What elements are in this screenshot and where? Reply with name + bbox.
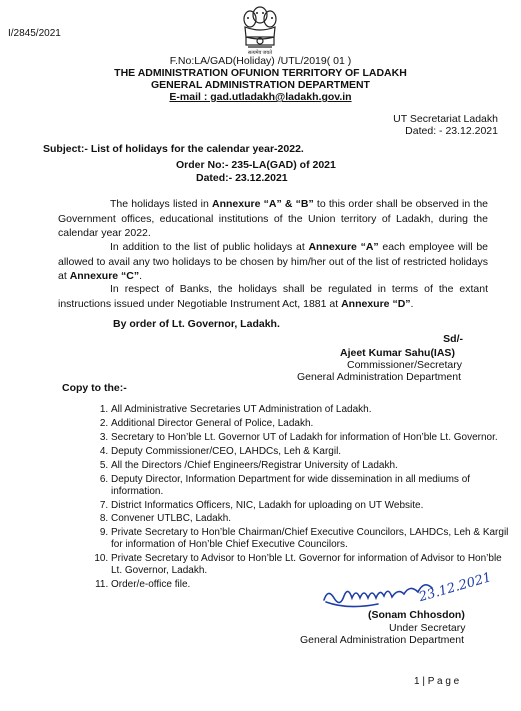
list-item: 11. Order/e-office file. [111,579,511,591]
list-item: 6. Deputy Director, Information Department for wide dissemination in all mediums of information. [111,474,511,497]
signed-mark: Sd/- [443,333,463,345]
copy-to-list [85,404,511,593]
list-item: 10. Private Secretary to Advisor to Hon’ble Lt. Governor for information of Advisor to Hon’ble Lt. Governor, Ladakh. [111,553,511,576]
svg-text:सत्यमेव जयते: सत्यमेव जयते [247,51,273,56]
paragraph-1: The holidays listed in Annexure “A” & “B” to this order shall be observed in the Government offices, educational institutions of the Union territory of Ladakh, during the calendar year 2022. [58,198,488,239]
paragraph-3: In respect of Banks, the holidays shall be regulated in terms of the extant instructions issued under Negotiable Instrument Act, 1881 at Annexure “D”. [58,283,488,310]
department-heading: GENERAL ADMINISTRATION DEPARTMENT [151,79,370,91]
list-item: 3. Secretary to Hon’ble Lt. Governor UT of Ladakh for information of Hon’ble Lt. Governor. [111,432,511,444]
by-order-line: By order of Lt. Governor, Ladakh. [113,318,280,330]
reference-number: I/2845/2021 [8,28,61,39]
list-item: 4. Deputy Commissioner/CEO, LAHDCs, Leh & Kargil. [111,446,511,458]
signatory-department: General Administration Department [297,371,461,383]
under-secretary-title: Under Secretary [389,622,466,634]
file-number: F.No:LA/GAD(Holiday) /UTL/2019( 01 ) [169,55,352,67]
order-date: Dated:- 23.12.2021 [196,172,288,184]
subject-line: Subject:- List of holidays for the calendar year-2022. [43,143,304,155]
list-item: 7. District Informatics Officers, NIC, Ladakh for uploading on UT Website. [111,500,511,512]
handwritten-date: 23.12.2021 [417,570,494,606]
list-item: 5. All the Directors /Chief Engineers/Registrar University of Ladakh. [111,460,511,472]
administration-heading: THE ADMINISTRATION OFUNION TERRITORY OF LADAKH [114,67,407,79]
copy-to-label: Copy to the:- [62,382,127,394]
signatory-title: Commissioner/Secretary [347,359,462,371]
paragraph-2: In addition to the list of public holidays at Annexure “A” each employee will be allowed to avail any two holidays to be chosen by him/her out of the list of restricted holidays at Annexure “C”. [58,241,489,282]
email-line: E-mail : gad.utladakh@ladakh.gov.in [169,91,352,103]
under-secretary-department: General Administration Department [300,634,464,646]
page-number: 1 | P a g e [414,676,460,687]
national-emblem-icon [236,3,284,55]
list-item: 9. Private Secretary to Hon’ble Chairman/Chief Executive Councilors, LAHDCs, Leh & Kargil for information of Hon’ble Chief Executive Councilors. [111,527,511,550]
place-line: UT Secretariat Ladakh [393,113,498,125]
signatory-name: Ajeet Kumar Sahu(IAS) [340,347,455,359]
under-secretary-name: (Sonam Chhosdon) [368,609,465,621]
list-item: 8. Convener UTLBC, Ladakh. [111,513,511,525]
date-line: Dated: - 23.12.2021 [405,125,498,137]
order-number: Order No:- 235-LA(GAD) of 2021 [176,159,336,171]
list-item: 1. All Administrative Secretaries UT Administration of Ladakh. [111,404,511,416]
list-item: 2. Additional Director General of Police, Ladakh. [111,418,511,430]
